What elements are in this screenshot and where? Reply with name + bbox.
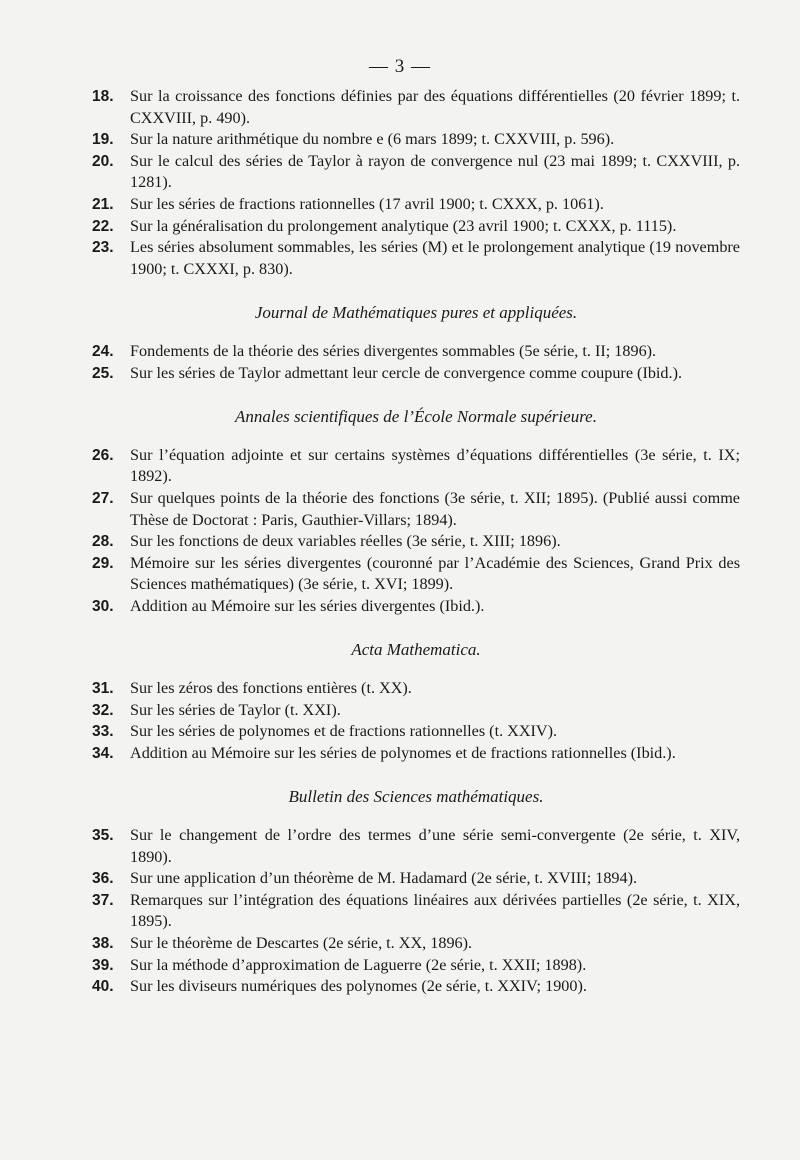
section-heading: Journal de Mathématiques pures et appliquées. — [254, 303, 578, 323]
bibliography-entry — [92, 531, 740, 553]
bibliography-entry — [92, 237, 740, 280]
bibliography-entry — [92, 553, 740, 596]
entry-text: Addition au Mémoire sur les séries divergentes (Ibid.). — [130, 596, 485, 615]
entry-text: Sur l’équation adjointe et sur certains systèmes d’équations différentielles (3e série, t. IX; 1892). — [130, 445, 740, 486]
bibliography-entry — [92, 363, 740, 385]
entry-text: Sur les séries de polynomes et de fractions rationnelles (t. XXIV). — [130, 722, 558, 741]
entry-text: Sur la nature arithmétique du nombre e (6 mars 1899; t. CXXVIII, p. 596). — [130, 130, 615, 149]
bibliography-entry — [92, 721, 740, 743]
bibliography-entry — [92, 933, 740, 955]
bibliography-entry — [92, 216, 740, 238]
entry-number: 30. — [92, 597, 114, 615]
entry-text: Fondements de la théorie des séries divergentes sommables (5e série, t. II; 1896). — [130, 341, 657, 360]
entry-text: Mémoire sur les séries divergentes (couronné par l’Académie des Sciences, Grand Prix des Sciences mathématiques) (3e série, t. XVI; 1899). — [130, 553, 740, 594]
entry-number: 27. — [92, 489, 114, 507]
entry-number: 20. — [92, 152, 114, 170]
section-heading: Annales scientifiques de l’École Normale supérieure. — [235, 407, 597, 427]
section-heading: Bulletin des Sciences mathématiques. — [288, 787, 544, 807]
entry-number: 29. — [92, 554, 114, 572]
entry-text: Sur la méthode d’approximation de Laguerre (2e série, t. XXII; 1898). — [130, 955, 587, 974]
bibliography-entry — [92, 678, 740, 700]
entry-text: Sur les séries de Taylor (t. XXI). — [130, 700, 341, 719]
entry-text: Les séries absolument sommables, les séries (M) et le prolongement analytique (19 novembre 1900; t. CXXXI, p. 830). — [130, 238, 740, 278]
bibliography-entry — [92, 86, 740, 129]
entry-text: Sur la croissance des fonctions définies par des équations différentielles (20 février 1899; t. CXXVIII, p. 490). — [130, 87, 740, 127]
entry-number: 23. — [92, 239, 114, 257]
bibliography-entry — [92, 976, 740, 998]
entry-number: 28. — [92, 533, 114, 551]
bibliography-entry — [92, 743, 740, 765]
entry-number: 38. — [92, 935, 114, 952]
entry-text: Sur les zéros des fonctions entières (t. XX). — [130, 679, 412, 698]
bibliography-entry — [92, 596, 740, 618]
bibliography-entry — [92, 868, 740, 890]
page-number: — 3 — — [369, 56, 431, 77]
entry-number: 34. — [92, 744, 114, 762]
entry-text: Sur les séries de Taylor admettant leur cercle de convergence comme coupure (Ibid.). — [130, 363, 683, 382]
bibliography-list — [92, 86, 740, 998]
entry-number: 22. — [92, 217, 114, 235]
bibliography-entry — [92, 825, 740, 868]
entry-text: Sur les fonctions de deux variables réelles (3e série, t. XIII; 1896). — [130, 532, 561, 551]
entry-text: Sur une application d’un théorème de M. Hadamard (2e série, t. XVIII; 1894). — [130, 869, 638, 888]
bibliography-entry — [92, 955, 740, 977]
entry-number: 32. — [92, 701, 114, 719]
bibliography-entry — [92, 445, 740, 488]
entry-number: 39. — [92, 956, 114, 974]
entry-number: 21. — [92, 195, 114, 213]
entry-number: 33. — [92, 723, 114, 741]
entry-text: Sur les diviseurs numériques des polynomes (2e série, t. XXIV; 1900). — [130, 977, 587, 996]
entry-number: 18. — [92, 88, 114, 105]
bibliography-entry — [92, 194, 740, 216]
bibliography-entry — [92, 700, 740, 722]
entry-text: Sur la généralisation du prolongement analytique (23 avril 1900; t. CXXX, p. 1115). — [130, 216, 677, 235]
entry-text: Remarques sur l’intégration des équations linéaires aux dérivées partielles (2e série, t. XIX, 1895). — [130, 890, 740, 931]
entry-number: 36. — [92, 870, 114, 888]
entry-number: 40. — [92, 978, 114, 996]
entry-text: Addition au Mémoire sur les séries de polynomes et de fractions rationnelles (Ibid.). — [130, 743, 676, 762]
entry-number: 26. — [92, 446, 114, 464]
entry-text: Sur le théorème de Descartes (2e série, t. XX, 1896). — [130, 934, 473, 952]
bibliography-entry — [92, 151, 740, 194]
bibliography-entry — [92, 129, 740, 151]
entry-text: Sur quelques points de la théorie des fonctions (3e série, t. XII; 1895). (Publié aussi comme Thèse de Doctorat : Paris, Gauthier-Villars; 1894). — [130, 488, 740, 529]
entry-number: 31. — [92, 680, 114, 698]
entry-text: Sur les séries de fractions rationnelles (17 avril 1900; t. CXXX, p. 1061). — [130, 194, 604, 213]
bibliography-entry — [92, 488, 740, 531]
bibliography-entry — [92, 890, 740, 933]
bibliography-entry — [92, 341, 740, 363]
entry-number: 35. — [92, 827, 114, 845]
entry-number: 25. — [92, 364, 114, 382]
entry-number: 24. — [92, 342, 114, 360]
entry-number: 37. — [92, 891, 114, 909]
entry-text: Sur le calcul des séries de Taylor à rayon de convergence nul (23 mai 1899; t. CXXVIII, p. 1281). — [130, 151, 740, 192]
section-heading: Acta Mathematica. — [351, 640, 481, 660]
entry-number: 19. — [92, 131, 114, 149]
entry-text: Sur le changement de l’ordre des termes d’une série semi-convergente (2e série, t. XIV, 1890). — [130, 826, 740, 866]
